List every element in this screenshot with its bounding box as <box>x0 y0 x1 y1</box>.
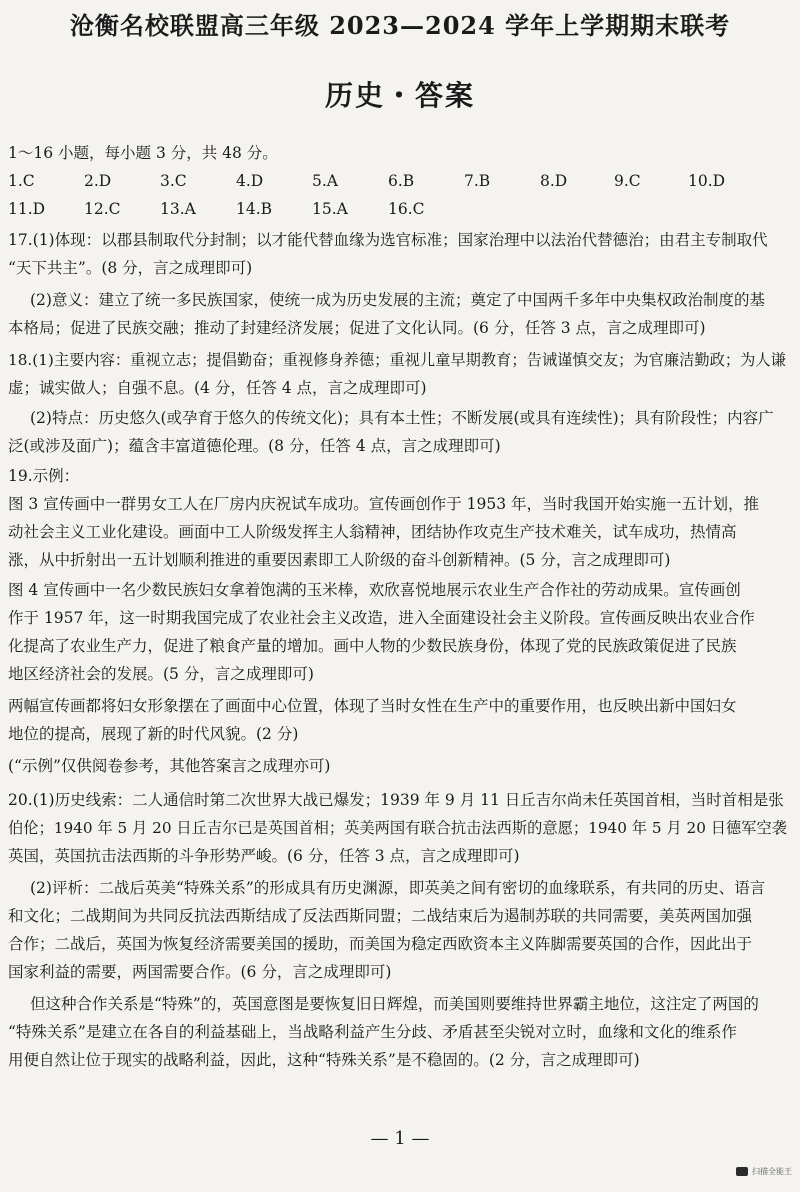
answer-20-line: 合作；二战后，英国为恢复经济需要美国的援助，而美国为稳定西欧资本主义阵脚需要英国的合作，因此出于 <box>8 935 753 953</box>
document-title: 沧衡名校联盟高三年级 2023—2024 学年上学期期末联考 <box>69 11 731 40</box>
watermark-label: 扫描全能王 <box>752 1167 792 1176</box>
mc-answer: 4.D <box>236 172 264 190</box>
scanner-watermark <box>736 1166 792 1177</box>
mc-answer: 1.C <box>8 172 35 190</box>
answer-19-line: 图 3 宣传画中一群男女工人在厂房内庆祝试车成功。宣传画创作于 1953 年，当时我国开始实施一五计划，推 <box>8 495 760 513</box>
document-subtitle: 历史・答案 <box>324 79 475 112</box>
answer-20-line: 英国，英国抗击法西斯的斗争形势严峻。(6 分，任答 3 点，言之成理即可) <box>8 847 520 865</box>
mc-answer: 3.C <box>160 172 187 190</box>
mc-answer: 5.A <box>312 172 338 190</box>
mc-answer: 9.C <box>614 172 641 190</box>
answer-19-line: 地区经济社会的发展。(5 分，言之成理即可) <box>8 665 314 683</box>
mc-answer: 15.A <box>312 200 348 218</box>
answer-20-line: 用便自然让位于现实的战略利益，因此，这种“特殊关系”是不稳固的。(2 分，言之成理即可) <box>8 1051 640 1069</box>
answer-20-line: 和文化；二战期间为共同反抗法西斯结成了反法西斯同盟；二战结束后为遏制苏联的共同需要，美英两国加强 <box>8 907 753 925</box>
answer-18-line: 虚；诚实做人；自强不息。(4 分，任答 4 点，言之成理即可) <box>8 379 427 397</box>
answer-18-line: 18.(1)主要内容：重视立志；提倡勤奋；重视修身养德；重视儿童早期教育；告诫谨慎交友；为官廉洁勤政；为人谦 <box>8 351 786 369</box>
answer-17-line: 17.(1)体现：以郡县制取代分封制；以才能代替血缘为选官标准；国家治理中以法治代替德治；由君主专制取代 <box>8 231 768 249</box>
answer-19-note: (“示例”仅供阅卷参考，其他答案言之成理亦可) <box>8 757 331 775</box>
answer-17-line: (2)意义：建立了统一多民族国家，使统一成为历史发展的主流；奠定了中国两千多年中央集权政治制度的基 <box>30 291 765 309</box>
answer-17-line: 本格局；促进了民族交融；推动了封建经济发展；促进了文化认同。(6 分，任答 3 点，言之成理即可) <box>8 319 706 337</box>
answer-19-line: 作于 1957 年，这一时期我国完成了农业社会主义改造，进入全面建设社会主义阶段。宣传画反映出农业合作 <box>8 609 755 627</box>
answer-20-line: 国家利益的需要，两国需要合作。(6 分，言之成理即可) <box>8 963 392 981</box>
answer-19-line: 图 4 宣传画中一名少数民族妇女拿着饱满的玉米棒，欢欣喜悦地展示农业生产合作社的劳动成果。宣传画创 <box>8 581 741 599</box>
mc-answer: 14.B <box>236 200 273 218</box>
scanner-app-icon <box>736 1167 748 1176</box>
page-number: — 1 — <box>370 1128 430 1149</box>
answer-19-line: 涨，从中折射出一五计划顺利推进的重要因素即工人阶级的奋斗创新精神。(5 分，言之成理即可) <box>8 551 671 569</box>
mc-intro: 1～16 小题，每小题 3 分，共 48 分。 <box>8 144 278 162</box>
answer-19-line: 地位的提高，展现了新的时代风貌。(2 分) <box>8 725 299 743</box>
answer-20-line: (2)评析：二战后英美“特殊关系”的形成具有历史渊源，即英美之间有密切的血缘联系，有共同的历史、语言 <box>30 879 766 897</box>
mc-answer: 16.C <box>388 200 425 218</box>
answer-19-line: 动社会主义工业化建设。画面中工人阶级发挥主人翁精神，团结协作攻克生产技术难关，试车成功，热情高 <box>8 523 737 541</box>
mc-answer: 2.D <box>84 172 112 190</box>
answer-19-line: 化提高了农业生产力，促进了粮食产量的增加。画中人物的少数民族身份，体现了党的民族政策促进了民族 <box>8 637 737 655</box>
answer-18-line: (2)特点：历史悠久(或孕育于悠久的传统文化)；具有本土性；不断发展(或具有连续性)；具有阶段性；内容广 <box>30 409 774 427</box>
mc-answer: 8.D <box>540 172 568 190</box>
mc-answer: 13.A <box>160 200 196 218</box>
answer-20-line: “特殊关系”是建立在各自的利益基础上，当战略利益产生分歧、矛盾甚至尖锐对立时，血缘和文化的维系作 <box>8 1023 737 1041</box>
mc-answer: 7.B <box>464 172 491 190</box>
mc-answer: 11.D <box>8 200 46 218</box>
mc-answer: 10.D <box>688 172 726 190</box>
answer-20-line: 但这种合作关系是“特殊”的，英国意图是要恢复旧日辉煌，而美国则要维持世界霸主地位，这注定了两国的 <box>30 995 759 1013</box>
mc-answer: 12.C <box>84 200 121 218</box>
answer-19-line: 两幅宣传画都将妇女形象摆在了画面中心位置，体现了当时女性在生产中的重要作用，也反映出新中国妇女 <box>8 697 737 715</box>
answer-19-line: 19.示例： <box>8 467 80 485</box>
answer-20-line: 伯伦；1940 年 5 月 20 日丘吉尔已是英国首相；英美两国有联合抗击法西斯的意愿；1940 年 5 月 20 日德军空袭 <box>8 819 788 837</box>
answer-18-line: 泛(或涉及面广)；蕴含丰富道德伦理。(8 分，任答 4 点，言之成理即可) <box>8 437 501 455</box>
answer-20-line: 20.(1)历史线索：二人通信时第二次世界大战已爆发；1939 年 9 月 11 日丘吉尔尚未任英国首相，当时首相是张 <box>8 791 784 809</box>
answer-17-line: “天下共主”。(8 分，言之成理即可) <box>8 259 253 277</box>
mc-answer: 6.B <box>388 172 415 190</box>
